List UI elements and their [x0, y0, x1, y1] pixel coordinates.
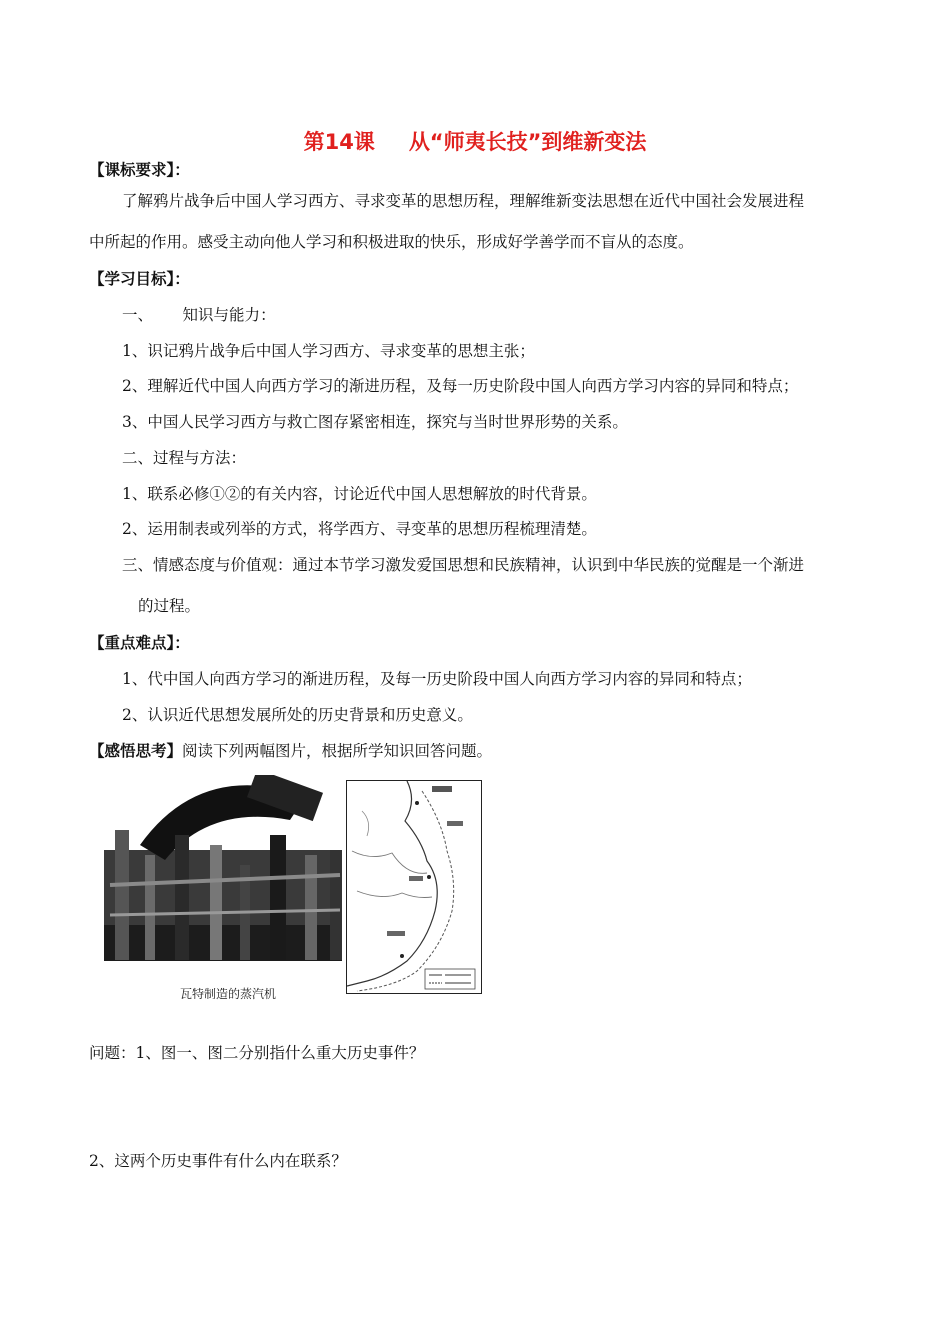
curriculum-line-1: 了解鸦片战争后中国人学习西方、寻求变革的思想历程，理解维新变法思想在近代中国社会发展进程: [122, 192, 805, 210]
question-1: 问题：1、图一、图二分别指什么重大历史事件？: [89, 1044, 425, 1062]
keypoint-line: 2、认识近代思想发展所处的历史背景和历史意义。: [122, 706, 473, 724]
objective-line: 2、运用制表或列举的方式，将学西方、寻变革的思想历程梳理清楚。: [122, 520, 597, 538]
objective-line: 1、识记鸦片战争后中国人学习西方、寻求变革的思想主张；: [122, 342, 535, 360]
reflection-heading: 【感悟思考】: [89, 742, 183, 760]
lesson-topic: 从“师夷长技”到维新变法: [408, 130, 647, 154]
steam-engine-photo: [100, 775, 345, 1005]
objective-line: 三、情感态度与价值观：通过本节学习激发爱国思想和民族精神，认识到中华民族的觉醒是一个渐进: [122, 556, 805, 574]
page-title: [0, 126, 950, 156]
war-route-map: [346, 780, 482, 994]
objective-line: 3、中国人民学习西方与救亡图存紧密相连，探究与当时世界形势的关系。: [122, 413, 628, 431]
curriculum-line-2: 中所起的作用。感受主动向他人学习和积极进取的快乐，形成好学善学而不盲从的态度。: [89, 233, 694, 251]
objective-line: 二、过程与方法：: [122, 449, 247, 467]
lesson-number: 第14课: [303, 130, 375, 154]
question-2: 2、这两个历史事件有什么内在联系？: [89, 1152, 347, 1170]
objectives-heading: 【学习目标】：: [89, 270, 190, 288]
reflection-intro: 阅读下列两幅图片，根据所学知识回答问题。: [182, 742, 493, 760]
objective-line: 的过程。: [138, 597, 201, 615]
photo-caption: 瓦特制造的蒸汽机: [180, 987, 277, 1001]
reflection-line: [89, 741, 492, 761]
keypoint-line: 1、代中国人向西方学习的渐进历程，及每一历史阶段中国人向西方学习内容的异同和特点；: [122, 670, 752, 688]
curriculum-heading: 【课标要求】：: [89, 161, 190, 179]
keypoints-heading: 【重点难点】：: [89, 634, 190, 652]
objective-line: 一、 知识与能力：: [122, 306, 276, 324]
objective-line: 2、理解近代中国人向西方学习的渐进历程，及每一历史阶段中国人向西方学习内容的异同和特点；: [122, 377, 799, 395]
objective-line: 1、联系必修①②的有关内容，讨论近代中国人思想解放的时代背景。: [122, 485, 597, 503]
